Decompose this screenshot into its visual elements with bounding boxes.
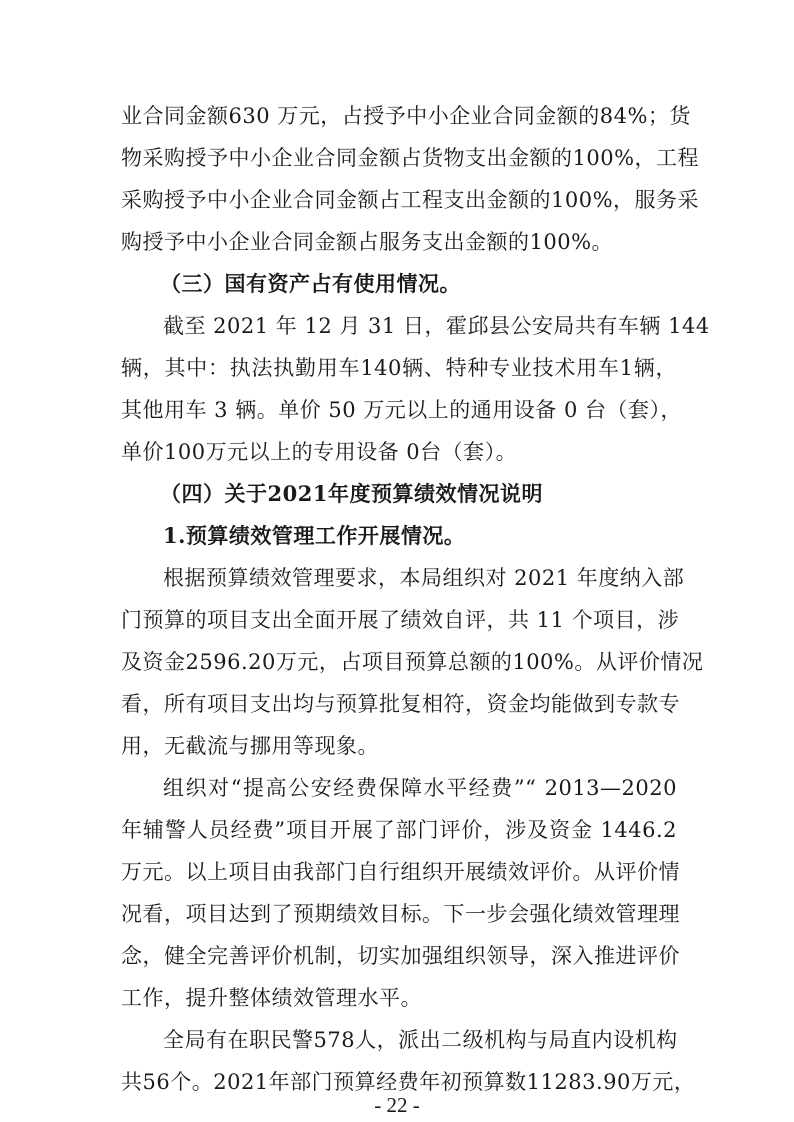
paragraph-line: 其他用车 3 辆。单价 50 万元以上的通用设备 0 台（套），	[121, 398, 682, 422]
paragraph-line: 购授予中小企业合同金额占服务支出金额的100%。	[121, 230, 614, 254]
paragraph-line: 万元。以上项目由我部门自行组织开展绩效评价。从评价情	[121, 860, 680, 884]
paragraph-line: 工作，提升整体绩效管理水平。	[121, 986, 422, 1010]
section-heading: （四）关于2021年度预算绩效情况说明	[160, 481, 543, 506]
paragraph-line: 看，所有项目支出均与预算批复相符，资金均能做到专款专	[121, 692, 680, 716]
paragraph-line: 业合同金额630 万元，占授予中小企业合同金额的84%；货	[121, 104, 691, 128]
paragraph-line: 共56个。2021年部门预算经费年初预算数11283.90万元，	[121, 1070, 696, 1094]
section-heading: （三）国有资产占有使用情况。	[160, 271, 461, 296]
subsection-heading: 1.预算绩效管理工作开展情况。	[163, 523, 466, 548]
paragraph-line: 单价100万元以上的专用设备 0台（套）。	[121, 440, 518, 464]
paragraph-line: 辆，其中：执法执勤用车140辆、特种专业技术用车1辆，	[121, 356, 677, 380]
paragraph-line: 况看，项目达到了预期绩效目标。下一步会强化绩效管理理	[121, 902, 680, 926]
paragraph-line: 念，健全完善评价机制，切实加强组织领导，深入推进评价	[121, 944, 680, 968]
paragraph-line: 年辅警人员经费”项目开展了部门评价，涉及资金 1446.2	[121, 818, 677, 842]
paragraph-line: 截至 2021 年 12 月 31 日，霍邱县公安局共有车辆 144	[163, 314, 710, 338]
paragraph-line: 采购授予中小企业合同金额占工程支出金额的100%，服务采	[121, 188, 700, 212]
page-number: - 22 -	[374, 1093, 420, 1117]
paragraph-line: 用，无截流与挪用等现象。	[121, 734, 379, 758]
paragraph-line: 门预算的项目支出全面开展了绩效自评，共 11 个项目，涉	[121, 608, 680, 632]
paragraph-line: 全局有在职民警578人，派出二级机构与局直内设机构	[163, 1028, 678, 1052]
paragraph-line: 组织对“提高公安经费保障水平经费”“ 2013—2020	[163, 776, 677, 800]
paragraph-line: 根据预算绩效管理要求，本局组织对 2021 年度纳入部	[163, 566, 685, 590]
paragraph-line: 及资金2596.20万元，占项目预算总额的100%。从评价情况	[121, 650, 704, 674]
paragraph-line: 物采购授予中小企业合同金额占货物支出金额的100%，工程	[121, 146, 700, 170]
